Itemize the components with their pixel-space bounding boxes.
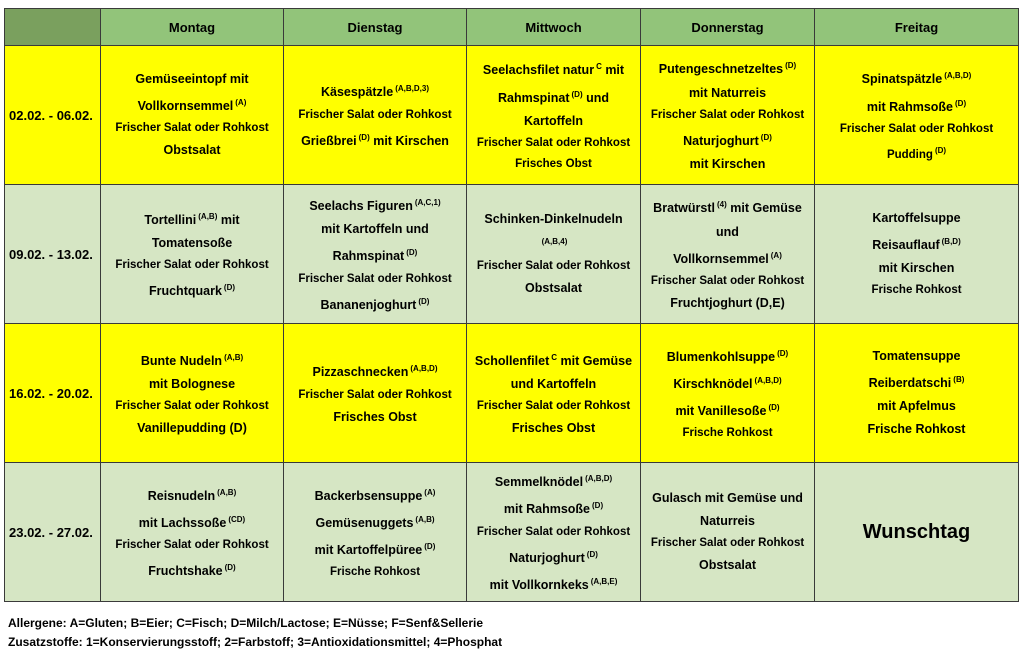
meal-text: Tomatensoße bbox=[151, 236, 233, 250]
meal-text: Frischer Salat oder Rohkost bbox=[476, 525, 631, 538]
allergen-note: (B,D) bbox=[941, 236, 961, 246]
week-row bbox=[5, 46, 1019, 185]
meal-line bbox=[818, 521, 1015, 544]
allergen-note: (D) bbox=[760, 132, 772, 142]
meal-text: und bbox=[582, 90, 610, 105]
meal-line bbox=[818, 348, 1015, 365]
allergen-note: (D) bbox=[777, 348, 789, 358]
meal-text: Schinken-Dinkelnudeln bbox=[484, 211, 623, 226]
meal-text: Schollenfilet bbox=[474, 354, 550, 369]
meal-text: Naturreis bbox=[700, 514, 755, 528]
meal-line bbox=[470, 376, 637, 393]
allergen-note: (4) bbox=[717, 200, 727, 210]
meal-line bbox=[644, 399, 811, 420]
meal-text: Putengeschnetzeltes bbox=[658, 62, 784, 77]
allergen-note: (D) bbox=[424, 542, 436, 552]
meal-text: Bratwürstl bbox=[653, 201, 715, 216]
meal-line bbox=[818, 143, 1015, 163]
meal-line bbox=[818, 67, 1015, 88]
meal-text: Fruchtshake bbox=[148, 564, 223, 579]
day-header: Dienstag bbox=[284, 9, 467, 46]
meal-line bbox=[104, 94, 280, 115]
meal-text: Frischer Salat oder Rohkost bbox=[650, 537, 805, 549]
allergen-note: (A,B,D,3) bbox=[395, 84, 430, 94]
meal-text: Backerbsensuppe bbox=[314, 488, 423, 503]
meal-text: mit Gemüse bbox=[557, 354, 633, 369]
meal-text: Seelachs Figuren bbox=[309, 199, 413, 214]
allergen-note: C bbox=[596, 62, 602, 72]
allergen-note: C bbox=[551, 352, 558, 362]
meal-text: Tomatensuppe bbox=[872, 348, 961, 363]
allergen-note: (D) bbox=[358, 132, 370, 142]
meal-cell bbox=[284, 185, 467, 324]
meal-line bbox=[287, 388, 463, 403]
meal-text: Reisnudeln bbox=[147, 488, 216, 503]
meal-line bbox=[470, 349, 637, 370]
meal-cell bbox=[467, 463, 641, 602]
meal-text: Frische Rohkost bbox=[682, 427, 773, 440]
meal-text: Obstsalat bbox=[163, 143, 221, 158]
meal-line bbox=[104, 420, 280, 437]
meal-text: Frischer Salat oder Rohkost bbox=[115, 259, 269, 271]
meal-line bbox=[644, 85, 811, 102]
allergen-note: (A,B,E) bbox=[590, 576, 618, 586]
meal-line bbox=[287, 129, 463, 150]
meal-line bbox=[644, 513, 811, 530]
allergen-note: (D) bbox=[785, 61, 797, 71]
meal-line bbox=[287, 108, 463, 123]
meal-text: Obstsalat bbox=[699, 558, 756, 572]
allergen-note: (A) bbox=[424, 487, 436, 497]
meal-text: Fruchtquark bbox=[148, 284, 222, 299]
meal-line bbox=[818, 210, 1015, 227]
week-label: 16.02. - 20.02. bbox=[5, 324, 101, 463]
meal-line bbox=[644, 557, 811, 574]
meal-text: mit Kirschen bbox=[369, 133, 449, 148]
meal-text: Kirschknödel bbox=[673, 377, 753, 392]
allergen-note: (A,C,1) bbox=[414, 198, 441, 208]
meal-text: Käsespätzle bbox=[320, 85, 394, 100]
allergen-note: (A) bbox=[235, 97, 247, 107]
meal-line bbox=[644, 196, 811, 217]
allergen-note: (A,B,D) bbox=[585, 474, 613, 484]
meal-line bbox=[644, 108, 811, 123]
meal-line bbox=[644, 224, 811, 241]
allergen-note: (D) bbox=[955, 98, 967, 108]
meal-line bbox=[644, 57, 811, 78]
meal-line bbox=[470, 157, 637, 172]
meal-line bbox=[470, 211, 637, 228]
meal-line bbox=[287, 511, 463, 532]
meal-text: mit Kartoffeln und bbox=[321, 222, 429, 237]
allergen-note: (A,B) bbox=[415, 514, 435, 524]
meal-text: Tortellini bbox=[144, 213, 197, 227]
allergen-note: (D) bbox=[224, 563, 236, 573]
meal-text: Frischer Salat oder Rohkost bbox=[476, 400, 631, 413]
meal-text: mit Naturreis bbox=[688, 85, 767, 100]
meal-line bbox=[470, 525, 637, 540]
meal-text: Frische Rohkost bbox=[329, 566, 421, 579]
meal-line bbox=[818, 260, 1015, 277]
meal-line bbox=[104, 121, 280, 136]
meal-text: Bananenjoghurt bbox=[320, 297, 417, 312]
meal-text: Seelachsfilet natur bbox=[482, 63, 595, 78]
meal-line bbox=[644, 247, 811, 268]
meal-line bbox=[818, 398, 1015, 415]
day-header: Montag bbox=[101, 9, 284, 46]
meal-line bbox=[104, 399, 280, 414]
week-label: 23.02. - 27.02. bbox=[5, 463, 101, 602]
meal-text: Vollkornsemmel bbox=[673, 251, 769, 266]
allergen-note: (A,B,D) bbox=[410, 364, 438, 374]
meal-text: und Kartoffeln bbox=[510, 377, 597, 392]
meal-text: Frischer Salat oder Rohkost bbox=[298, 108, 452, 121]
week-label: 02.02. - 06.02. bbox=[5, 46, 101, 185]
meal-text: Rahmspinat bbox=[497, 90, 570, 105]
week-row bbox=[5, 324, 1019, 463]
week-row bbox=[5, 463, 1019, 602]
meal-line bbox=[104, 208, 280, 229]
meal-text: mit Lachssoße bbox=[138, 516, 227, 531]
allergen-note: (D) bbox=[592, 501, 604, 511]
meal-line bbox=[287, 293, 463, 314]
meal-line bbox=[470, 546, 637, 567]
additive-legend: Zusatzstoffe: 1=Konservierungsstoff; 2=Farbstoff; 3=Antioxidationsmittel; 4=Phosphat bbox=[8, 635, 503, 649]
day-header: Mittwoch bbox=[467, 9, 641, 46]
meal-line bbox=[287, 484, 463, 505]
meal-line bbox=[818, 283, 1015, 298]
meal-text: Wunschtag bbox=[862, 520, 971, 543]
meal-text: Frisches Obst bbox=[511, 421, 596, 436]
meal-line bbox=[644, 490, 811, 507]
meal-text: Kartoffeln bbox=[523, 113, 584, 128]
allergen-note: (A) bbox=[770, 250, 782, 260]
week-label: 09.02. - 13.02. bbox=[5, 185, 101, 324]
meal-cell bbox=[101, 185, 284, 324]
meal-line bbox=[104, 71, 280, 88]
meal-text: Vollkornsemmel bbox=[137, 99, 234, 114]
meal-text: Frischer Salat oder Rohkost bbox=[650, 108, 805, 121]
meal-text: Frischer Salat oder Rohkost bbox=[298, 272, 452, 285]
meal-cell bbox=[641, 463, 815, 602]
meal-text: Pizzaschnecken bbox=[312, 365, 409, 380]
meal-text: mit Kirschen bbox=[878, 261, 955, 276]
meal-text: Kartoffelsuppe bbox=[872, 210, 961, 225]
meal-text: Frisches Obst bbox=[333, 409, 417, 424]
meal-line bbox=[287, 409, 463, 426]
meal-line bbox=[470, 399, 637, 414]
meal-line bbox=[104, 258, 280, 273]
meal-text: mit Kirschen bbox=[689, 156, 766, 171]
meal-text: Frischer Salat oder Rohkost bbox=[650, 274, 805, 287]
day-header: Donnerstag bbox=[641, 9, 815, 46]
allergen-legend: Allergene: A=Gluten; B=Eier; C=Fisch; D=Milch/Lactose; E=Nüsse; F=Senf&Sellerie bbox=[8, 616, 484, 630]
allergen-note: (D) bbox=[586, 549, 598, 559]
meal-text: Bunte Nudeln bbox=[140, 354, 223, 369]
meal-line bbox=[644, 372, 811, 393]
meal-line bbox=[104, 235, 280, 252]
allergen-note: (D) bbox=[934, 145, 947, 155]
meal-line bbox=[470, 470, 637, 491]
meal-text: Gulasch mit Gemüse und bbox=[652, 491, 803, 505]
meal-line bbox=[287, 565, 463, 580]
meal-text: mit Kartoffelpüree bbox=[314, 543, 423, 558]
meal-cell bbox=[815, 463, 1019, 602]
meal-cell bbox=[815, 46, 1019, 185]
meal-text: Frischer Salat oder Rohkost bbox=[115, 539, 269, 552]
meal-line bbox=[287, 538, 463, 559]
header-row bbox=[5, 9, 1019, 46]
meal-text: mit Apfelmus bbox=[877, 399, 956, 414]
meal-text: Obstsalat bbox=[525, 281, 582, 296]
meal-cell bbox=[467, 46, 641, 185]
meal-line bbox=[287, 80, 463, 101]
week-row bbox=[5, 185, 1019, 324]
meal-text: Frischer Salat oder Rohkost bbox=[839, 122, 994, 135]
meal-text: Grießbrei bbox=[301, 133, 357, 148]
allergen-note: (A,B) bbox=[224, 352, 244, 362]
meal-line bbox=[644, 426, 811, 441]
allergen-note: (A,B) bbox=[217, 487, 237, 497]
meal-line bbox=[470, 136, 637, 151]
meal-line bbox=[104, 349, 280, 370]
meal-text: Frischer Salat oder Rohkost bbox=[298, 388, 452, 401]
allergen-note: (CD) bbox=[228, 514, 246, 524]
allergen-note: (D) bbox=[406, 248, 418, 258]
meal-cell bbox=[284, 46, 467, 185]
meal-text: Frische Rohkost bbox=[867, 422, 966, 437]
meal-line bbox=[287, 194, 463, 215]
meal-text: Frisches Obst bbox=[515, 157, 592, 170]
meal-text: mit Gemüse bbox=[726, 201, 802, 216]
meal-text: Rahmspinat bbox=[332, 249, 405, 264]
meal-cell bbox=[467, 324, 641, 463]
meal-line bbox=[644, 274, 811, 289]
meal-line bbox=[644, 536, 811, 551]
meal-cell bbox=[641, 324, 815, 463]
allergen-note: (A,B,D) bbox=[944, 71, 972, 81]
day-header: Freitag bbox=[815, 9, 1019, 46]
meal-line bbox=[470, 280, 637, 297]
meal-line bbox=[818, 122, 1015, 137]
meal-line bbox=[287, 244, 463, 265]
meal-line bbox=[818, 95, 1015, 116]
menu-table bbox=[4, 8, 1019, 602]
meal-text: Frischer Salat oder Rohkost bbox=[115, 122, 269, 135]
meal-text: Frischer Salat oder Rohkost bbox=[476, 260, 631, 273]
meal-cell bbox=[641, 46, 815, 185]
meal-line bbox=[104, 279, 280, 300]
allergen-note: (A,B,4) bbox=[541, 236, 568, 246]
meal-cell bbox=[101, 463, 284, 602]
meal-text: mit bbox=[217, 213, 240, 227]
meal-cell bbox=[284, 463, 467, 602]
meal-text: Naturjoghurt bbox=[509, 550, 585, 565]
meal-text: Fruchtjoghurt (D,E) bbox=[670, 295, 785, 310]
allergen-note: (D) bbox=[571, 89, 583, 99]
meal-text: Reiberdatschi bbox=[868, 376, 952, 391]
meal-text: mit Vollkornkeks bbox=[489, 577, 589, 592]
meal-text: Spinatspätzle bbox=[861, 72, 943, 87]
meal-text: Frischer Salat oder Rohkost bbox=[115, 400, 269, 413]
meal-text: und bbox=[716, 224, 739, 239]
meal-line bbox=[104, 511, 280, 532]
meal-line bbox=[470, 86, 637, 107]
meal-line bbox=[104, 376, 280, 393]
allergen-note: (D) bbox=[418, 296, 430, 306]
meal-cell bbox=[641, 185, 815, 324]
meal-line bbox=[470, 259, 637, 274]
meal-text: Blumenkohlsuppe bbox=[666, 349, 776, 364]
meal-text: Gemüseeintopf mit bbox=[135, 71, 249, 86]
meal-text: mit Bolognese bbox=[148, 377, 236, 392]
meal-cell bbox=[467, 185, 641, 324]
meal-text: mit Rahmsoße bbox=[503, 502, 591, 517]
meal-text: Gemüsenuggets bbox=[315, 516, 414, 531]
meal-cell bbox=[815, 185, 1019, 324]
meal-text: Naturjoghurt bbox=[683, 133, 759, 148]
meal-text: Semmelknödel bbox=[494, 475, 584, 490]
meal-line bbox=[818, 421, 1015, 438]
meal-text: Reisauflauf bbox=[872, 238, 940, 253]
meal-line bbox=[104, 538, 280, 553]
meal-line bbox=[287, 360, 463, 381]
meal-line bbox=[470, 234, 637, 254]
meal-text: mit bbox=[601, 63, 625, 78]
meal-cell bbox=[284, 324, 467, 463]
meal-line bbox=[104, 484, 280, 505]
meal-line bbox=[644, 345, 811, 366]
meal-line bbox=[104, 559, 280, 580]
allergen-note: (B) bbox=[953, 374, 965, 384]
allergen-note: (A,B) bbox=[198, 211, 218, 221]
meal-line bbox=[818, 371, 1015, 392]
meal-cell bbox=[815, 324, 1019, 463]
meal-line bbox=[287, 221, 463, 238]
meal-line bbox=[470, 113, 637, 130]
meal-line bbox=[818, 233, 1015, 254]
meal-text: mit Vanillesoße bbox=[675, 404, 767, 419]
meal-text: Pudding bbox=[886, 148, 933, 161]
meal-text: Frischer Salat oder Rohkost bbox=[476, 136, 631, 149]
allergen-note: (D) bbox=[768, 403, 780, 413]
meal-line bbox=[644, 295, 811, 312]
corner-cell bbox=[5, 9, 101, 46]
meal-line bbox=[104, 142, 280, 159]
meal-cell bbox=[101, 324, 284, 463]
meal-line bbox=[470, 573, 637, 594]
meal-line bbox=[470, 420, 637, 437]
meal-text: Frische Rohkost bbox=[871, 284, 962, 297]
meal-line bbox=[644, 129, 811, 150]
meal-text: Vanillepudding (D) bbox=[137, 421, 247, 436]
allergen-note: (D) bbox=[223, 283, 236, 292]
allergen-note: (A,B,D) bbox=[754, 375, 782, 385]
meal-text: mit Rahmsoße bbox=[866, 99, 954, 114]
meal-cell bbox=[101, 46, 284, 185]
meal-line bbox=[470, 58, 637, 79]
meal-line bbox=[644, 156, 811, 173]
meal-line bbox=[470, 497, 637, 518]
meal-line bbox=[287, 272, 463, 287]
